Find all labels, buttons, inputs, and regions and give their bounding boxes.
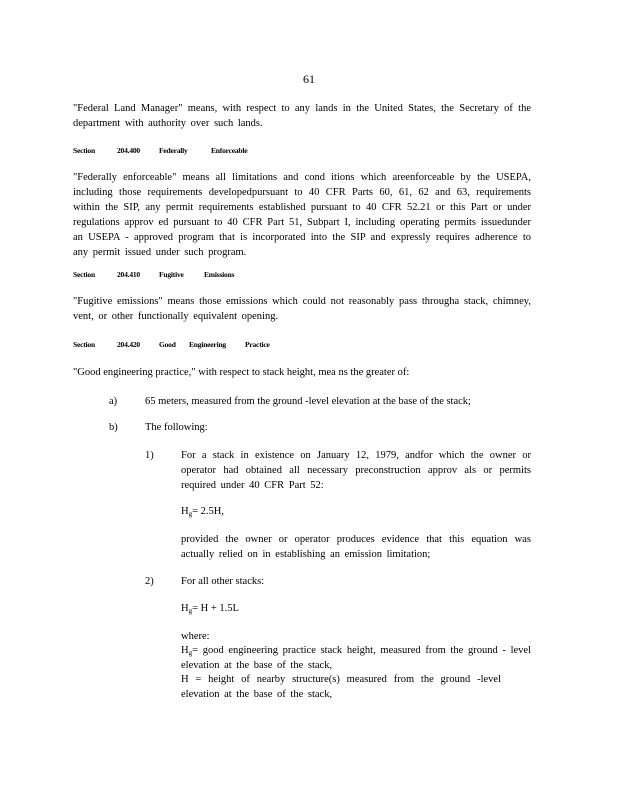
sub-item-1-text: For a stack in existence on January 12, 1979, andfor which the owner or operator had obtained all necessary preconstruction approv als or permits required under 40 CFR Part 52: xyxy=(181,450,531,491)
sub-item-2-text: For all other stacks: xyxy=(181,576,265,587)
page-number: 61 xyxy=(303,72,315,86)
sub-item-1-label: 1) xyxy=(145,450,154,461)
formula-hg-2-5h xyxy=(181,504,224,519)
section-number: 204.420 xyxy=(117,340,140,349)
item-b-label: b) xyxy=(109,422,118,433)
section-title-word: Emissions xyxy=(204,270,235,279)
formula-subscript: g xyxy=(188,510,193,518)
formula-hg-h-1-5l xyxy=(181,601,239,616)
definition-h: H = height of nearby structure(s) measured from the ground -level elevation at the base of the stack, xyxy=(181,674,501,700)
section-title-word: Practice xyxy=(245,340,270,349)
where-label: where: xyxy=(181,631,210,642)
federally-enforceable-definition: "Federally enforceable" means all limitations and cond itions which areenforceable by the USEPA, including those requirements developedpursuant to 40 CFR Parts 60, 61, 62 and 63, requirements within the SIP, any permit requirements established pursuant to 40 CFR 52.21 or this Part or under regulations approv ed pursuant to 40 CFR Part 51, Subpart I, including operating permits issuedunder an USEPA - approved program that is incorporated into the SIP and expressly requires adherence to any permit issued under such program. xyxy=(73,172,531,258)
sub-item-1-proviso: provided the owner or operator produces evidence that this equation was actually relied on in establishing an emission limitation; xyxy=(181,534,531,560)
definition-variable: H xyxy=(181,645,189,656)
definition-text: = good engineering practice stack height, measured from the ground - level elevation at the base of the stack, xyxy=(181,645,531,671)
section-title-word: Enforceable xyxy=(211,146,248,155)
section-204-400-heading xyxy=(73,146,247,155)
fugitive-emissions-definition: "Fugitive emissions" means those emissions which could not reasonably pass througha stack, chimney, vent, or other functionally equivalent opening. xyxy=(73,296,531,322)
definition-hg xyxy=(181,643,531,673)
section-label: Section xyxy=(73,340,95,349)
section-number: 204.410 xyxy=(117,270,140,279)
good-engineering-practice-intro: "Good engineering practice," with respect to stack height, mea ns the greater of: xyxy=(73,367,410,378)
item-b-text: The following: xyxy=(145,422,208,433)
sub-item-2-label: 2) xyxy=(145,576,154,587)
section-title-word: Federally xyxy=(159,146,188,155)
formula-subscript: g xyxy=(188,607,193,615)
definition-subscript: g xyxy=(188,649,193,657)
section-title-word: Good xyxy=(159,340,176,349)
section-label: Section xyxy=(73,270,95,279)
section-204-420-heading xyxy=(73,340,270,349)
section-number: 204.400 xyxy=(117,146,140,155)
item-a-text: 65 meters, measured from the ground -level elevation at the base of the stack; xyxy=(145,396,471,407)
item-a-label: a) xyxy=(109,396,118,407)
section-title-word: Fugitive xyxy=(159,270,184,279)
formula-expression: = H + 1.5L xyxy=(192,603,239,614)
section-204-410-heading xyxy=(73,270,234,279)
formula-variable: H xyxy=(181,603,189,614)
formula-variable: H xyxy=(181,506,189,517)
federal-land-manager-definition: "Federal Land Manager" means, with respect to any lands in the United States, the Secretary of the department with authority over such lands. xyxy=(73,103,531,129)
section-label: Section xyxy=(73,146,95,155)
formula-expression: = 2.5H, xyxy=(192,506,224,517)
section-title-word: Engineering xyxy=(189,340,226,349)
